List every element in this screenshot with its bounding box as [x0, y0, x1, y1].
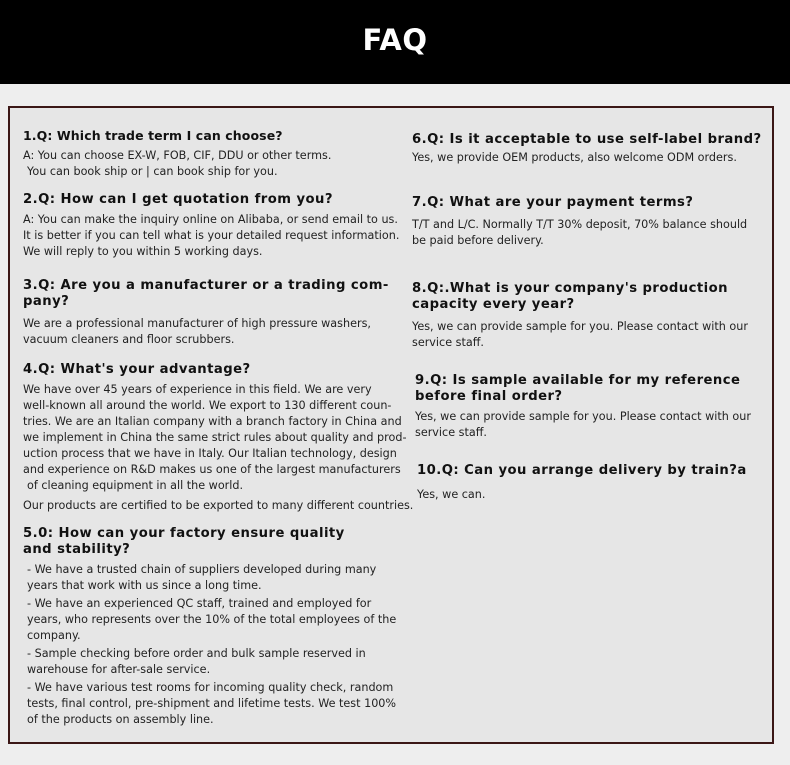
question-5	[23, 526, 396, 558]
question-10: 10.Q: Can you arrange delivery by train?a	[417, 463, 747, 478]
answer-4-line-7: of cleaning equipment in all the world.	[27, 479, 244, 492]
answer-6-line-1: Yes, we provide OEM products, also welcome ODM orders.	[412, 151, 737, 164]
answer-2-line-2: It is better if you can tell what is your detailed request information.	[23, 229, 400, 242]
answer-8	[412, 319, 748, 351]
answer-2-line-1: A: You can make the inquiry online on Alibaba, or send email to us.	[23, 213, 398, 226]
answer-5-bullet-4-line-2: tests, final control, pre-shipment and lifetime tests. We test 100%	[27, 697, 397, 710]
answer-4-line-5: uction process that we have in Italy. Our Italian technology, design	[23, 447, 397, 460]
question-4: 4.Q: What's your advantage?	[23, 362, 251, 377]
question-7: 7.Q: What are your payment terms?	[412, 195, 694, 210]
answer-5-bullet-1	[23, 562, 396, 594]
answer-9-line-2: service staff.	[415, 426, 487, 439]
question-3	[23, 278, 389, 310]
answer-5-bullet-3	[23, 646, 396, 678]
answer-5-bullet-4	[23, 680, 396, 728]
answer-9-line-1: Yes, we can provide sample for you. Please contact with our	[415, 410, 751, 423]
answer-7	[412, 217, 747, 249]
answer-5-bullet-4-line-1: - We have various test rooms for incoming quality check, random	[27, 681, 394, 694]
question-8-line-1: 8.Q:.What is your company's production	[412, 281, 728, 296]
page-header	[0, 0, 790, 84]
answer-4-line-6: and experience on R&D makes us one of the largest manufacturers	[23, 463, 401, 476]
faq-item-2	[23, 192, 399, 260]
answer-2-line-3: We will reply to you within 5 working days.	[23, 245, 263, 258]
question-1: 1.Q: Which trade term I can choose?	[23, 128, 283, 143]
page-title: FAQ	[362, 23, 428, 57]
answer-7-line-2: be paid before delivery.	[412, 234, 544, 247]
faq-item-4	[23, 362, 413, 514]
question-5-line-1: 5.0: How can your factory ensure quality	[23, 526, 345, 541]
answer-9	[415, 409, 751, 441]
answer-5-bullet-4-line-3: of the products on assembly line.	[27, 713, 214, 726]
answer-3-line-1: We are a professional manufacturer of high pressure washers,	[23, 317, 371, 330]
faq-item-7	[412, 195, 747, 249]
answer-5-bullet-2	[23, 596, 396, 644]
answer-4-line-4: we implement in China the same strict rules about quality and prod-	[23, 431, 407, 444]
answer-5-bullet-1-line-1: - We have a trusted chain of suppliers developed during many	[27, 563, 377, 576]
question-9-line-2: before final order?	[415, 389, 563, 404]
faq-panel	[8, 106, 774, 744]
question-8	[412, 281, 748, 313]
faq-item-10	[417, 463, 747, 503]
question-3-line-2: pany?	[23, 294, 70, 309]
answer-8-line-1: Yes, we can provide sample for you. Please contact with our	[412, 320, 748, 333]
question-5-line-2: and stability?	[23, 542, 131, 557]
question-9-line-1: 9.Q: Is sample available for my reference	[415, 373, 741, 388]
answer-5-bullet-1-line-2: years that work with us since a long time.	[27, 579, 262, 592]
answer-5	[23, 562, 396, 728]
answer-1-line-2: You can book ship or | can book ship for you.	[27, 165, 278, 178]
answer-10-line-1: Yes, we can.	[417, 488, 486, 501]
answer-5-bullet-3-line-1: - Sample checking before order and bulk sample reserved in	[27, 647, 366, 660]
question-6: 6.Q: Is it acceptable to use self-label brand?	[412, 132, 762, 147]
faq-item-3	[23, 278, 389, 348]
answer-5-bullet-2-line-2: years, who represents over the 10% of the total employees of the	[27, 613, 397, 626]
answer-3	[23, 316, 389, 348]
question-2: 2.Q: How can I get quotation from you?	[23, 192, 333, 207]
answer-4-line-1: We have over 45 years of experience in this field. We are very	[23, 383, 372, 396]
faq-item-6	[412, 132, 762, 166]
answer-4-extra: Our products are certified to be exported to many different countries.	[23, 499, 414, 512]
answer-1	[23, 148, 331, 180]
answer-6	[412, 150, 762, 166]
answer-4-line-3: tries. We are an Italian company with a branch factory in China and	[23, 415, 402, 428]
faq-item-5	[23, 526, 396, 728]
question-3-line-1: 3.Q: Are you a manufacturer or a trading com-	[23, 278, 389, 293]
answer-10	[417, 487, 747, 503]
answer-4	[23, 382, 413, 514]
question-9	[415, 373, 751, 405]
answer-5-bullet-2-line-1: - We have an experienced QC staff, trained and employed for	[27, 597, 372, 610]
faq-item-1	[23, 128, 331, 180]
answer-4-line-2: well-known all around the world. We export to 130 different coun-	[23, 399, 392, 412]
faq-item-8	[412, 281, 748, 351]
answer-5-bullet-3-line-2: warehouse for after-sale service.	[27, 663, 211, 676]
answer-3-line-2: vacuum cleaners and floor scrubbers.	[23, 333, 235, 346]
answer-7-line-1: T/T and L/C. Normally T/T 30% deposit, 70% balance should	[412, 218, 748, 231]
answer-1-line-1: A: You can choose EX-W, FOB, CIF, DDU or other terms.	[23, 149, 332, 162]
question-8-line-2: capacity every year?	[412, 297, 575, 312]
faq-item-9	[415, 373, 751, 441]
answer-5-bullet-2-line-3: company.	[27, 629, 81, 642]
answer-2	[23, 212, 399, 260]
answer-8-line-2: service staff.	[412, 336, 484, 349]
